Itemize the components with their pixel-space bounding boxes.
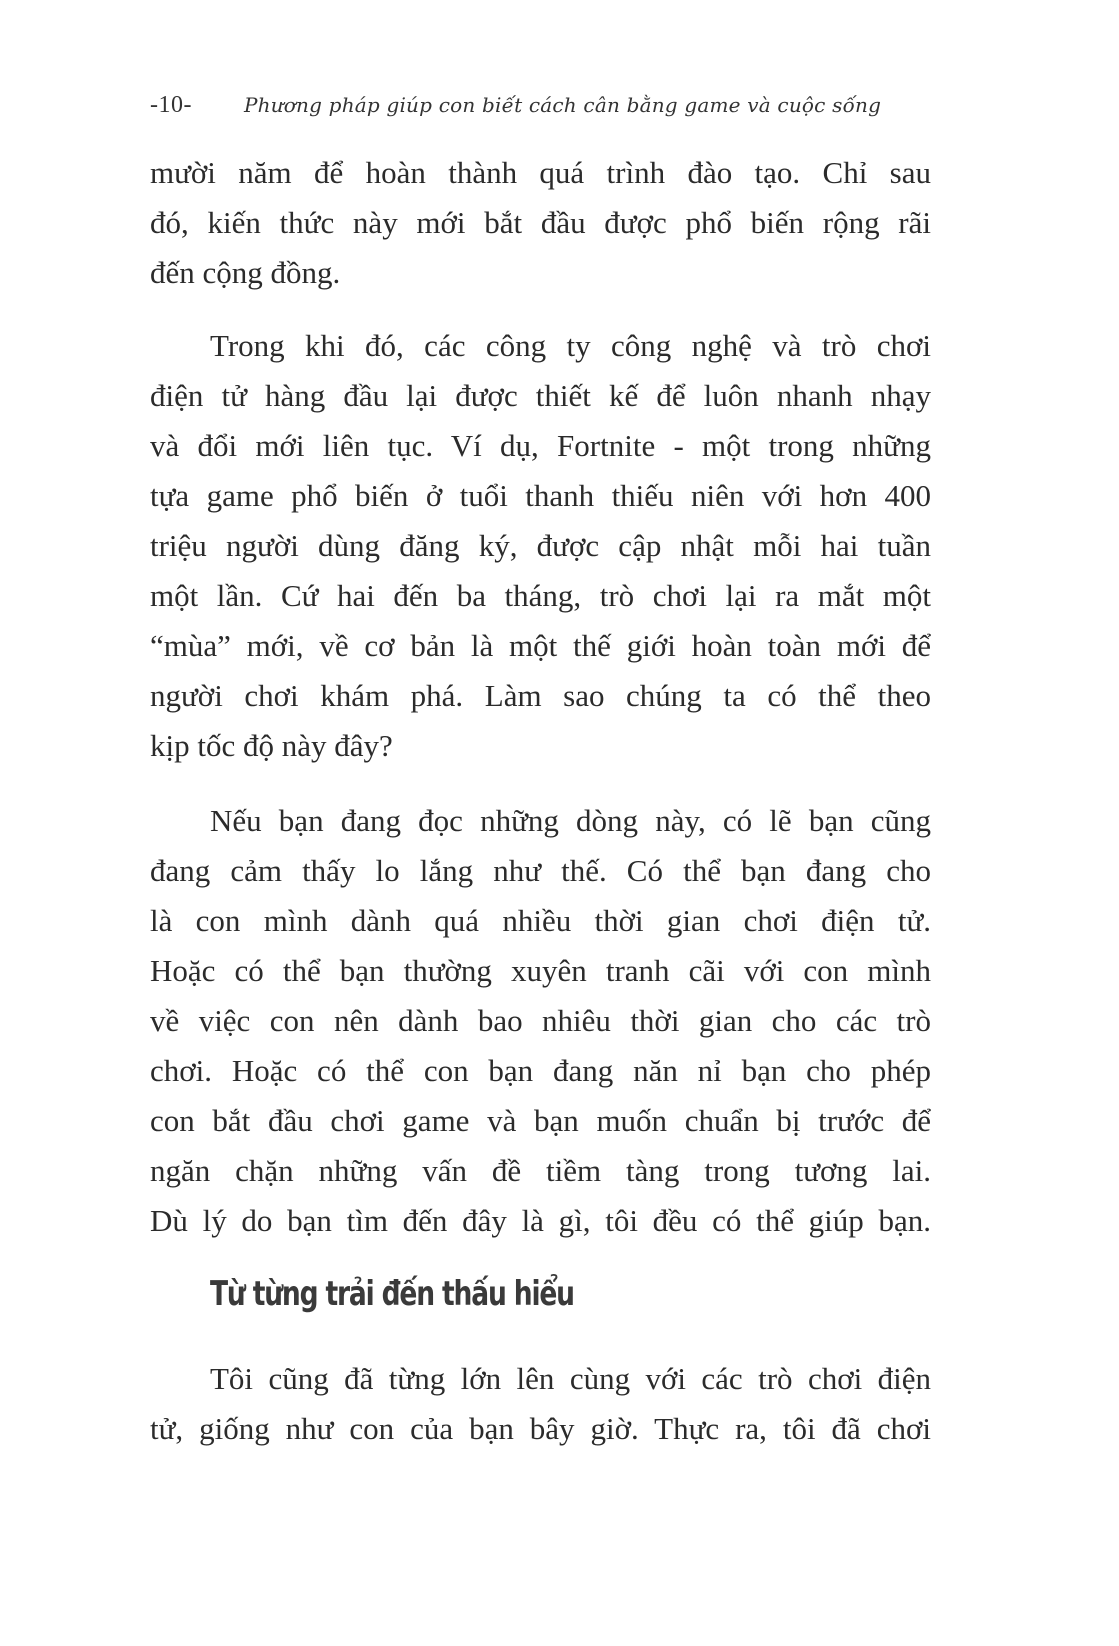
paragraph-2-line-5: triệu người dùng đăng ký, được cập nhật mỗi hai tuần	[150, 528, 931, 563]
paragraph-2-line-7: “mùa” mới, về cơ bản là một thế giới hoàn toàn mới để	[150, 628, 931, 663]
section-heading: Từ từng trải đến thấu hiểu	[210, 1274, 574, 1314]
paragraph-3-line-9: Dù lý do bạn tìm đến đây là gì, tôi đều có thể giúp bạn.	[150, 1203, 931, 1238]
paragraph-2-line-2: điện tử hàng đầu lại được thiết kế để luôn nhanh nhạy	[150, 378, 931, 413]
section-paragraph-line-2: tử, giống như con của bạn bây giờ. Thực ra, tôi đã chơi	[150, 1411, 931, 1446]
section-paragraph-line-1: Tôi cũng đã từng lớn lên cùng với các trò chơi điện	[210, 1361, 931, 1396]
running-header	[150, 92, 881, 132]
paragraph-1-line-1: mười năm để hoàn thành quá trình đào tạo. Chỉ sau	[150, 155, 931, 190]
page-number: -10-	[150, 92, 192, 118]
paragraph-3-line-2: đang cảm thấy lo lắng như thế. Có thể bạn đang cho	[150, 853, 931, 888]
paragraph-2-line-4: tựa game phổ biến ở tuổi thanh thiếu niên với hơn 400	[150, 478, 931, 513]
paragraph-2-line-8: người chơi khám phá. Làm sao chúng ta có thể theo	[150, 678, 931, 713]
paragraph-3-line-4: Hoặc có thể bạn thường xuyên tranh cãi với con mình	[150, 953, 931, 988]
book-title: Phương pháp giúp con biết cách cân bằng game và cuộc sống	[243, 93, 882, 117]
paragraph-3-line-8: ngăn chặn những vấn đề tiềm tàng trong tương lai.	[150, 1153, 931, 1188]
paragraph-1-line-2: đó, kiến thức này mới bắt đầu được phổ biến rộng rãi	[150, 205, 931, 240]
paragraph-2-line-3: và đổi mới liên tục. Ví dụ, Fortnite - một trong những	[150, 428, 931, 463]
paragraph-3-line-3: là con mình dành quá nhiều thời gian chơi điện tử.	[150, 903, 931, 938]
paragraph-3-line-1: Nếu bạn đang đọc những dòng này, có lẽ bạn cũng	[210, 803, 931, 838]
paragraph-1-line-3: đến cộng đồng.	[150, 255, 341, 290]
paragraph-2-line-9: kịp tốc độ này đây?	[150, 728, 393, 763]
paragraph-2-line-1: Trong khi đó, các công ty công nghệ và trò chơi	[210, 328, 931, 363]
paragraph-3-line-6: chơi. Hoặc có thể con bạn đang năn nỉ bạn cho phép	[150, 1053, 931, 1088]
paragraph-3-line-5: về việc con nên dành bao nhiêu thời gian cho các trò	[150, 1003, 931, 1038]
paragraph-2-line-6: một lần. Cứ hai đến ba tháng, trò chơi lại ra mắt một	[150, 578, 931, 613]
paragraph-3-line-7: con bắt đầu chơi game và bạn muốn chuẩn bị trước để	[150, 1103, 931, 1138]
